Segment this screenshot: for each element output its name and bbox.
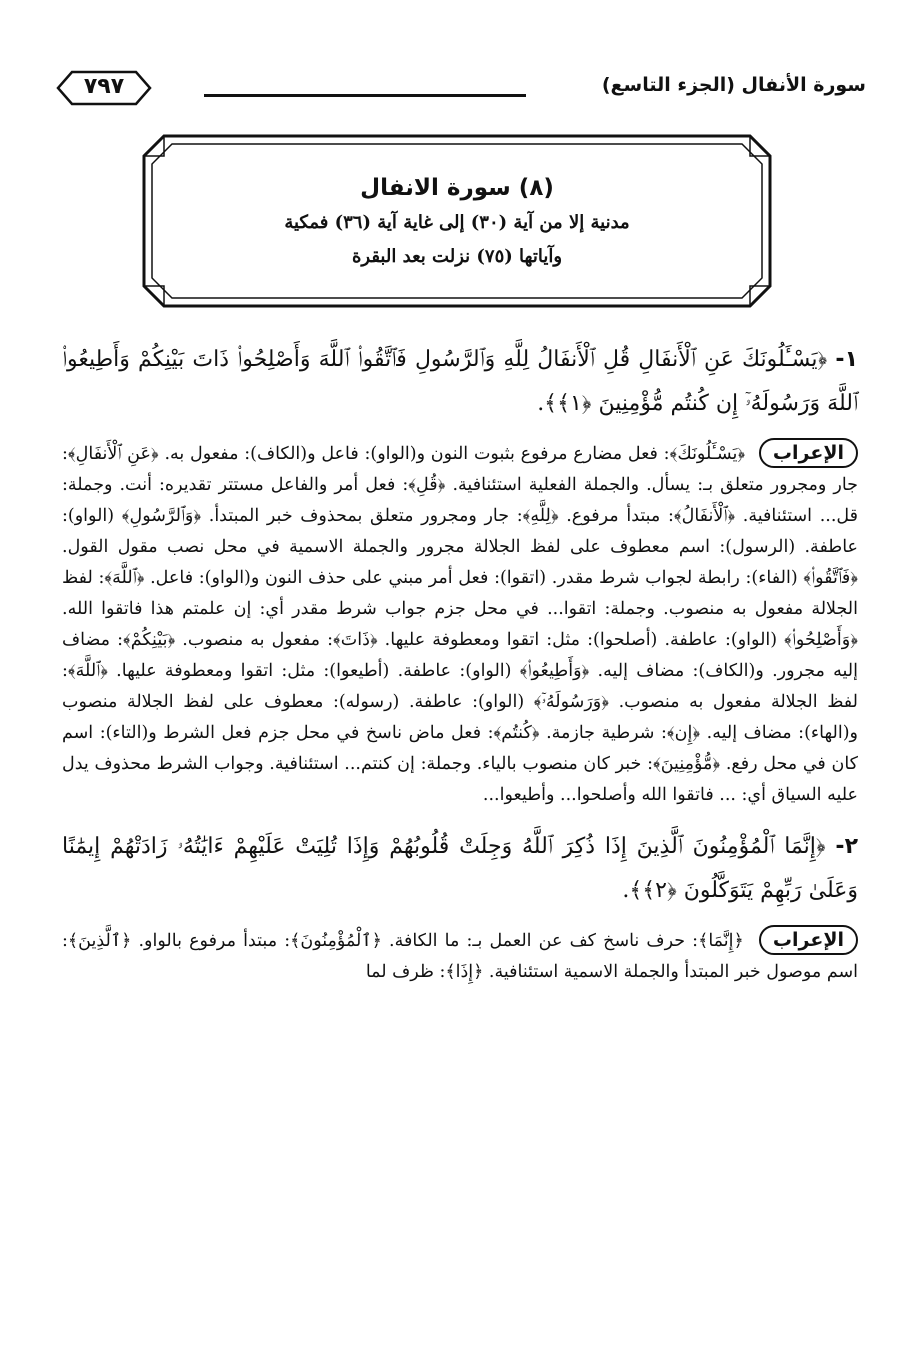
verse-2-number: ٢- <box>835 834 858 859</box>
header-rule <box>204 94 526 97</box>
surah-title-box <box>140 132 774 310</box>
verse-1 <box>62 338 858 426</box>
irab-1-text: ﴿يَسْـَٔلُونَكَ﴾: فعل مضارع مرفوع بثبوت النون و(الواو): فاعل و(الكاف): مفعول به. ﴿عَنِ ٱلْأَنفَالِ﴾: جار ومجرور متعلق بـ: يسأل. والجملة الفعلية استئنافية. ﴿قُلِ﴾: فعل أمر والفاعل مستتر تقديره: أنت. وجملة: قل... استئنافية. ﴿ٱلْأَنفَالُ﴾: مبتدأ مرفوع. ﴿لِلَّهِ﴾: جار ومجرور متعلق بمحذوف خبر المبتدأ. ﴿وَٱلرَّسُولِ﴾ (الواو): عاطفة. (الرسول): اسم معطوف على لفظ الجلالة مجرور والجملة الاسمية في محل نصب مقول القول. ﴿فَٱتَّقُوا۟﴾ (الفاء): رابطة لجواب شرط مقدر. (اتقوا): فعل أمر مبني على حذف النون و(الواو): فاعل. ﴿ٱللَّهَ﴾: لفظ الجلالة مفعول به منصوب. وجملة: اتقوا... في محل جزم جواب شرط مقدر أي: إن علمتم هذا فاتقوا الله. ﴿وَأَصْلِحُوا۟﴾ (الواو): عاطفة. (أصلحوا): مثل: اتقوا ومعطوفة عليها. ﴿ذَاتَ﴾: مفعول به منصوب. ﴿بَيْنِكُمْ﴾: مضاف إليه مجرور. و(الكاف): مضاف إليه. ﴿وَأَطِيعُوا۟﴾ (الواو): عاطفة. (أطيعوا): مثل: اتقوا ومعطوفة عليها. ﴿ٱللَّهَ﴾: لفظ الجلالة مفعول به منصوب. ﴿وَرَسُولَهُۥٓ﴾ (الواو): عاطفة. (رسوله): معطوف على لفظ الجلالة منصوب و(الهاء): مضاف إليه. ﴿إِن﴾: شرطية جازمة. ﴿كُنتُم﴾: فعل ماض ناسخ في محل جزم فعل الشرط و(التاء): اسم كان في محل رفع. ﴿مُّؤْمِنِينَ﴾: خبر كان منصوب بالياء. وجملة: إن كنتم... استئنافية. وجواب الشرط محذوف يدل عليه السياق أي: ... فاتقوا الله وأصلحوا... وأطيعوا... <box>62 444 858 805</box>
irab-2-text: ﴿إِنَّمَا﴾: حرف ناسخ كف عن العمل بـ: ما الكافة. ﴿ٱلْمُؤْمِنُونَ﴾: مبتدأ مرفوع بالواو. ﴿ٱلَّذِينَ﴾: اسم موصول خبر المبتدأ والجملة الاسمية استئنافية. ﴿إِذَا﴾: ظرف لما <box>62 931 858 982</box>
verse-1-text: ﴿يَسْـَٔلُونَكَ عَنِ ٱلْأَنفَالِ قُلِ ٱلْأَنفَالُ لِلَّهِ وَٱلرَّسُولِ فَٱتَّقُوا۟ ٱللَّهَ وَأَصْلِحُوا۟ ذَاتَ بَيْنِكُمْ وَأَطِيعُوا۟ ٱللَّهَ وَرَسُولَهُۥٓ إِن كُنتُم مُّؤْمِنِينَ ﴿١﴾﴾. <box>62 347 858 416</box>
surah-title-text <box>160 170 754 274</box>
surah-name: (٨) سورة الانفال <box>360 175 554 201</box>
page-number: ٧٩٧ <box>83 74 125 99</box>
irab-1 <box>62 438 858 811</box>
irab-1-label: الإعراب <box>759 438 858 468</box>
verse-2-text: ﴿إِنَّمَا ٱلْمُؤْمِنُونَ ٱلَّذِينَ إِذَا ذُكِرَ ٱللَّهُ وَجِلَتْ قُلُوبُهُمْ وَإِذَا تُلِيَتْ عَلَيْهِمْ ءَايَٰتُهُۥ زَادَتْهُمْ إِيمَٰنًا وَعَلَىٰ رَبِّهِمْ يَتَوَكَّلُونَ ﴿٢﴾﴾. <box>62 834 858 903</box>
surah-info-line-1: مدنية إلا من آية (٣٠) إلى غاية آية (٣٦) فمكية <box>284 212 630 233</box>
irab-2 <box>62 925 858 988</box>
page-header <box>56 70 866 110</box>
verse-1-number: ١- <box>835 347 858 372</box>
irab-2-label: الإعراب <box>759 925 858 955</box>
verse-2 <box>62 825 858 913</box>
page-number-badge <box>56 70 152 106</box>
page-content <box>62 338 858 1002</box>
surah-info-line-2: وآياتها (٧٥) نزلت بعد البقرة <box>351 246 563 267</box>
running-title: سورة الأنفال (الجزء التاسع) <box>601 74 866 96</box>
